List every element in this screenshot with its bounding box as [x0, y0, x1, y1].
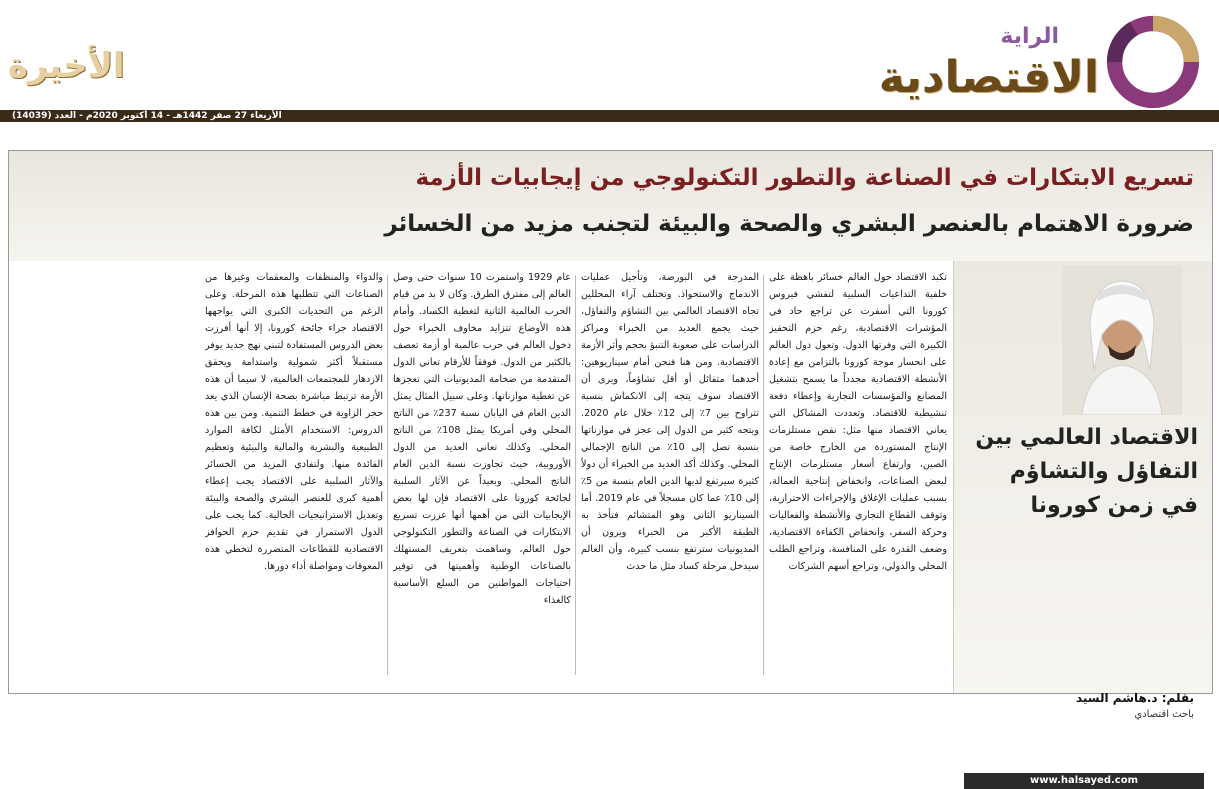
- body-column-2: المدرجة في البورصة، وتأجيل عمليات الاندماج والاستحواذ. وتختلف آراء المحللين تجاه الاقتصاد العالمي بين التشاؤم والتفاؤل، حيث يجمع العديد من الخبراء ومراكز الدراسات على صعوبة التنبؤ بحجم وأثر الأزمة الاقتصادية. ومن هنا فنحن أمام سيناريوهين: أحدهما متفائل أو أقل تشاؤماً، ويرى أن الاقتصاد سوف يتجه إلى الانكماش بنسبة تتراوح بين 7٪ إلى 12٪ خلال عام 2020. ويتجه كثير من الدول إلى عجز في موازناتها بنسبة تصل إلى 10٪ من الناتج الإجمالي المحلي. وكذلك أكد العديد من الخبراء أن دولاً كثيرة سيرتفع لديها الدين العام بنسبة من 5٪ إلى 10٪ عما كان مسجلاً في عام 2019. أما السيناريو الثاني وهو المتشائم فتأخذ به الطبقة الأكبر من الخبراء ويرون أن المديونيات سترتفع بنسب كبيرة، وأن العالم سيدخل مرحلة كساد مثل ما حدث: [581, 272, 759, 572]
- headline-primary: تسريع الابتكارات في الصناعة والتطور التكنولوجي من إيجابيات الأزمة: [415, 165, 1194, 191]
- column-divider: [575, 275, 576, 675]
- headline-band: [9, 151, 1212, 261]
- author-role: باحث اقتصادي: [1134, 709, 1194, 720]
- author-website: www.halsayed.com: [964, 773, 1204, 789]
- section-name: الأخيرة: [8, 46, 125, 86]
- author-byline: بقلم: د.هاشم السيد: [1075, 691, 1194, 705]
- brand-logo-icon: [1105, 14, 1201, 110]
- column-divider: [387, 275, 388, 675]
- masthead: [0, 0, 1219, 110]
- author-panel: [953, 261, 1212, 786]
- column-title: الاقتصاد العالمي بين التفاؤل والتشاؤم في زمن كورونا: [975, 425, 1198, 518]
- article-frame: [8, 150, 1213, 786]
- body-column-3: عام 1929 واستمرت 10 سنوات حتى وصل العالم إلى مفترق الطرق. وكان لا بد من قيام الحرب العالمية الثانية لتغطية الكساد. وأمام هذه الأوضاع تتزايد مخاوف الخبراء حول دخول العالم في حرب عالمية أو أزمة تعصف بالكثير من الدول. فوفقاً للأرقام تعاني الدول المتقدمة من ضخامة المديونيات التي تعجزها عن تغطية موازناتها. وعلى سبيل المثال يمثل الدين العام في اليابان نسبة 237٪ من الناتج المحلي وفي أمريكا يمثل 108٪ من الناتج المحلي. وكذلك تعاني العديد من الدول الأوروبية، حيث تجاوزت نسبة الدين العام الناتج المحلي. وبعيداً عن الآثار السلبية لجائحة كورونا على الاقتصاد فإن لها بعض الإيجابيات التي من أهمها أنها عززت تسريع الابتكارات في الصناعة والتطور التكنولوجي حول العالم، وساهمت بتعريف المستهلك بالصناعات الوطنية وأهميتها في توفير احتياجات المواطنين من السلع الأساسية كالغذاء: [393, 272, 571, 606]
- brand-name-small: الراية: [1000, 24, 1059, 49]
- column-divider: [763, 275, 764, 675]
- author-photo: [1062, 265, 1182, 415]
- body-column-4: والدواء والمنظفات والمعقمات وغيرها من الصناعات التي تتطلبها هذه المرحلة. وعلى الرغم من التحديات الكبرى التي يواجهها الاقتصاد جراء جائحة كورونا، إلا أنها أفرزت بعض الدروس المستفادة لتبني نهج جديد يوفر مستقبلاً أكثر شمولية واستدامة ويحقق الازدهار للمجتمعات العالمية، لا سيما أن هذه الأزمة ترتبط مباشرة بصحة الإنسان الذي يعد حجر الزاوية في خطط التنمية. ومن بين هذه الدروس: الاستخدام الأمثل لكافة الموارد الطبيعية والبشرية والمالية والبيئية وتعظيم الفائدة منها. ولتفادي المزيد من الخسائر والآثار السلبية على الاقتصاد يجب إعطاء أهمية كبرى للعنصر البشري والصحة والبيئة وتعديل الاستراتيجيات الحالية. كما يجب على الدول الاستمرار في تقديم حزم الحوافز الاقتصادية للقطاعات المتضررة لتخطي هذه المعوقات ومواصلة أداء دورها.: [205, 272, 383, 572]
- headline-secondary: ضرورة الاهتمام بالعنصر البشري والصحة والبيئة لتجنب مزيد من الخسائر: [384, 211, 1194, 237]
- dateline-text: الأربعاء 27 صفر 1442هـ - 14 أكتوبر 2020م - العدد (14039): [12, 111, 282, 121]
- brand-name: الاقتصادية: [878, 52, 1099, 103]
- dateline-bar: [0, 110, 1219, 122]
- article-body: [17, 261, 947, 689]
- body-column-1: تكبد الاقتصاد حول العالم خسائر باهظة على خلفية التداعيات السلبية لتفشي فيروس كورونا التي أسفرت عن تراجع حاد في المؤشرات الاقتصادية، رغم حزم التحفيز الكبيرة التي وفرتها الدول. وتعول دول العالم على انحسار موجة كورونا بالتزامن مع إعادة الأنشطة الاقتصادية مجدداً ما يسمح بتشغيل المصانع والمؤسسات التجارية وإعطاء دفعة تنشيطية للاقتصاد. وتعددت المشاكل التي يعاني الاقتصاد منها مثل: نقص مستلزمات الإنتاج المستوردة من الخارج خاصة من الصين، وارتفاع أسعار مستلزمات الإنتاج لبعض الصناعات، وانخفاض إنتاجية العمالة، بسبب عمليات الإغلاق والإجراءات الاحترازية، وتوقف القطاع التجاري والأنشطة والفعاليات وحركة السفر، وانخفاض الكفاءة الاقتصادية، وضعف القدرة على المنافسة، وتراجع الطلب المحلي والدولي، وتراجع أسهم الشركات: [769, 272, 947, 572]
